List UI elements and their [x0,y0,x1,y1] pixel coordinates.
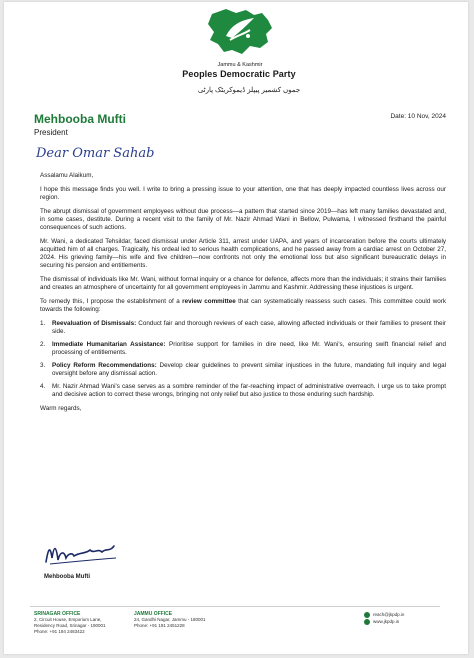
letter-body [40,172,446,419]
item-text: Prioritise support for families in dire need, like Mr. Wani's, ensuring swift financial relief and processing of entitlements. [52,341,447,356]
email-icon [364,612,370,618]
paragraph-text: that can systematically reassess such cases. This committee could work towards the following: [40,298,446,313]
email-row[interactable] [364,611,404,618]
salutation: Dear Omar Sahab [36,146,155,161]
contact-info [364,611,404,625]
item-text: Develop clear guidelines to prevent similar injustices in the future, mandating full inquiry and legal oversight before any dismissal action. [52,362,446,377]
item-number: 2. [40,341,46,348]
item-number: 1. [40,320,46,327]
sender-title: President [34,128,68,137]
letter-page [4,2,468,654]
paragraph: The dismissal of individuals like Mr. Wani, without formal inquiry or a chance for defence, affects more than the individuals; it strains their families and creates an atmosphere of uncertainty for all government employees in Jammu and Kashmir. Addressing these injustices is urgent. [40,276,446,291]
srinagar-office [34,611,106,635]
closing: Warm regards, [40,405,82,412]
review-committee-emphasis: review committee [182,298,236,305]
party-subtitle: Jammu & Kashmir [217,62,263,68]
item-title: Immediate Humanitarian Assistance: [52,341,166,348]
office-title: JAMMU OFFICE [134,611,173,617]
item-text: Conduct fair and thorough reviews of each case, allowing affected individuals or their families to present their side. [52,320,446,335]
greeting: Assalamu Alaikum, [40,172,94,179]
footer-divider [30,606,440,607]
email-link[interactable]: reach@jkpdp.in [373,612,405,617]
list-item [40,383,446,399]
item-number: 3. [40,362,46,369]
paragraph: Mr. Wani, a dedicated Tehsildar, faced dismissal under Article 311, arrest under UAPA, and years of incarceration before the courts ultimately acquitted him of all charges. Tragically, his ordeal led to serious health complications, and he passed away from a cardiac arrest on October 27, 2024. His grieving family—his wife and five children—now confronts not only the emotional loss but also significant bureaucratic delays in securing his pension and entitlements. [40,238,446,269]
jammu-office [134,611,206,629]
office-title: SRINAGAR OFFICE [34,611,81,617]
office-address: Residency Road, Srinagar - 190001 [34,623,106,628]
website-link[interactable]: www.jkpdp.in [373,619,400,624]
proposal-list [40,320,446,399]
signatory-name: Mehbooba Mufti [44,574,90,580]
item-title: Policy Reform Recommendations: [52,362,157,369]
party-name: Peoples Democratic Party [182,69,296,79]
list-item [40,320,446,336]
office-address: 24, Gandhi Nagar, Jammu - 180001 [134,617,206,622]
item-title: Reevaluation of Dismissals: [52,320,137,327]
item-number: 4. [40,383,46,390]
office-phone: Phone: +91 194 2483422 [34,629,85,634]
list-item [40,341,446,357]
paragraph [40,298,446,314]
pdp-logo-icon [202,6,278,58]
letter-date: Date: 10 Nov, 2024 [390,113,446,120]
website-row[interactable] [364,618,404,625]
office-address: 2, Circuit House, Emporium Lane, [34,617,102,622]
globe-icon [364,619,370,625]
signature-icon [40,536,124,570]
paragraph: I hope this message finds you well. I write to bring a pressing issue to your attention, one that has deeply impacted countless lives across our region. [40,186,446,201]
sender-name: Mehbooba Mufti [34,112,126,126]
office-phone: Phone: +91 191 2451228 [134,623,185,628]
item-text: Mr. Nazir Ahmad Wani's case serves as a sombre reminder of the far-reaching impact of administrative overreach. I urge us to take prompt and decisive action to correct these wrongs, bringing not only relief but also justice to those enduring such hardship. [52,383,446,398]
party-name-urdu: جموں کشمیر پیپلز ڈیموکریٹک پارٹی [197,87,301,94]
list-item [40,362,446,378]
paragraph-text: To remedy this, I propose the establishment of a [40,298,183,305]
paragraph: The abrupt dismissal of government employees without due process—a pattern that started since 2019—has left many families devastated and, in some cases, destitute. During a recent visit to the family of Mr. Nazir Ahmad Wani in Bellow, Pulwama, I witnessed firsthand the painful consequences of such actions. [40,208,446,231]
